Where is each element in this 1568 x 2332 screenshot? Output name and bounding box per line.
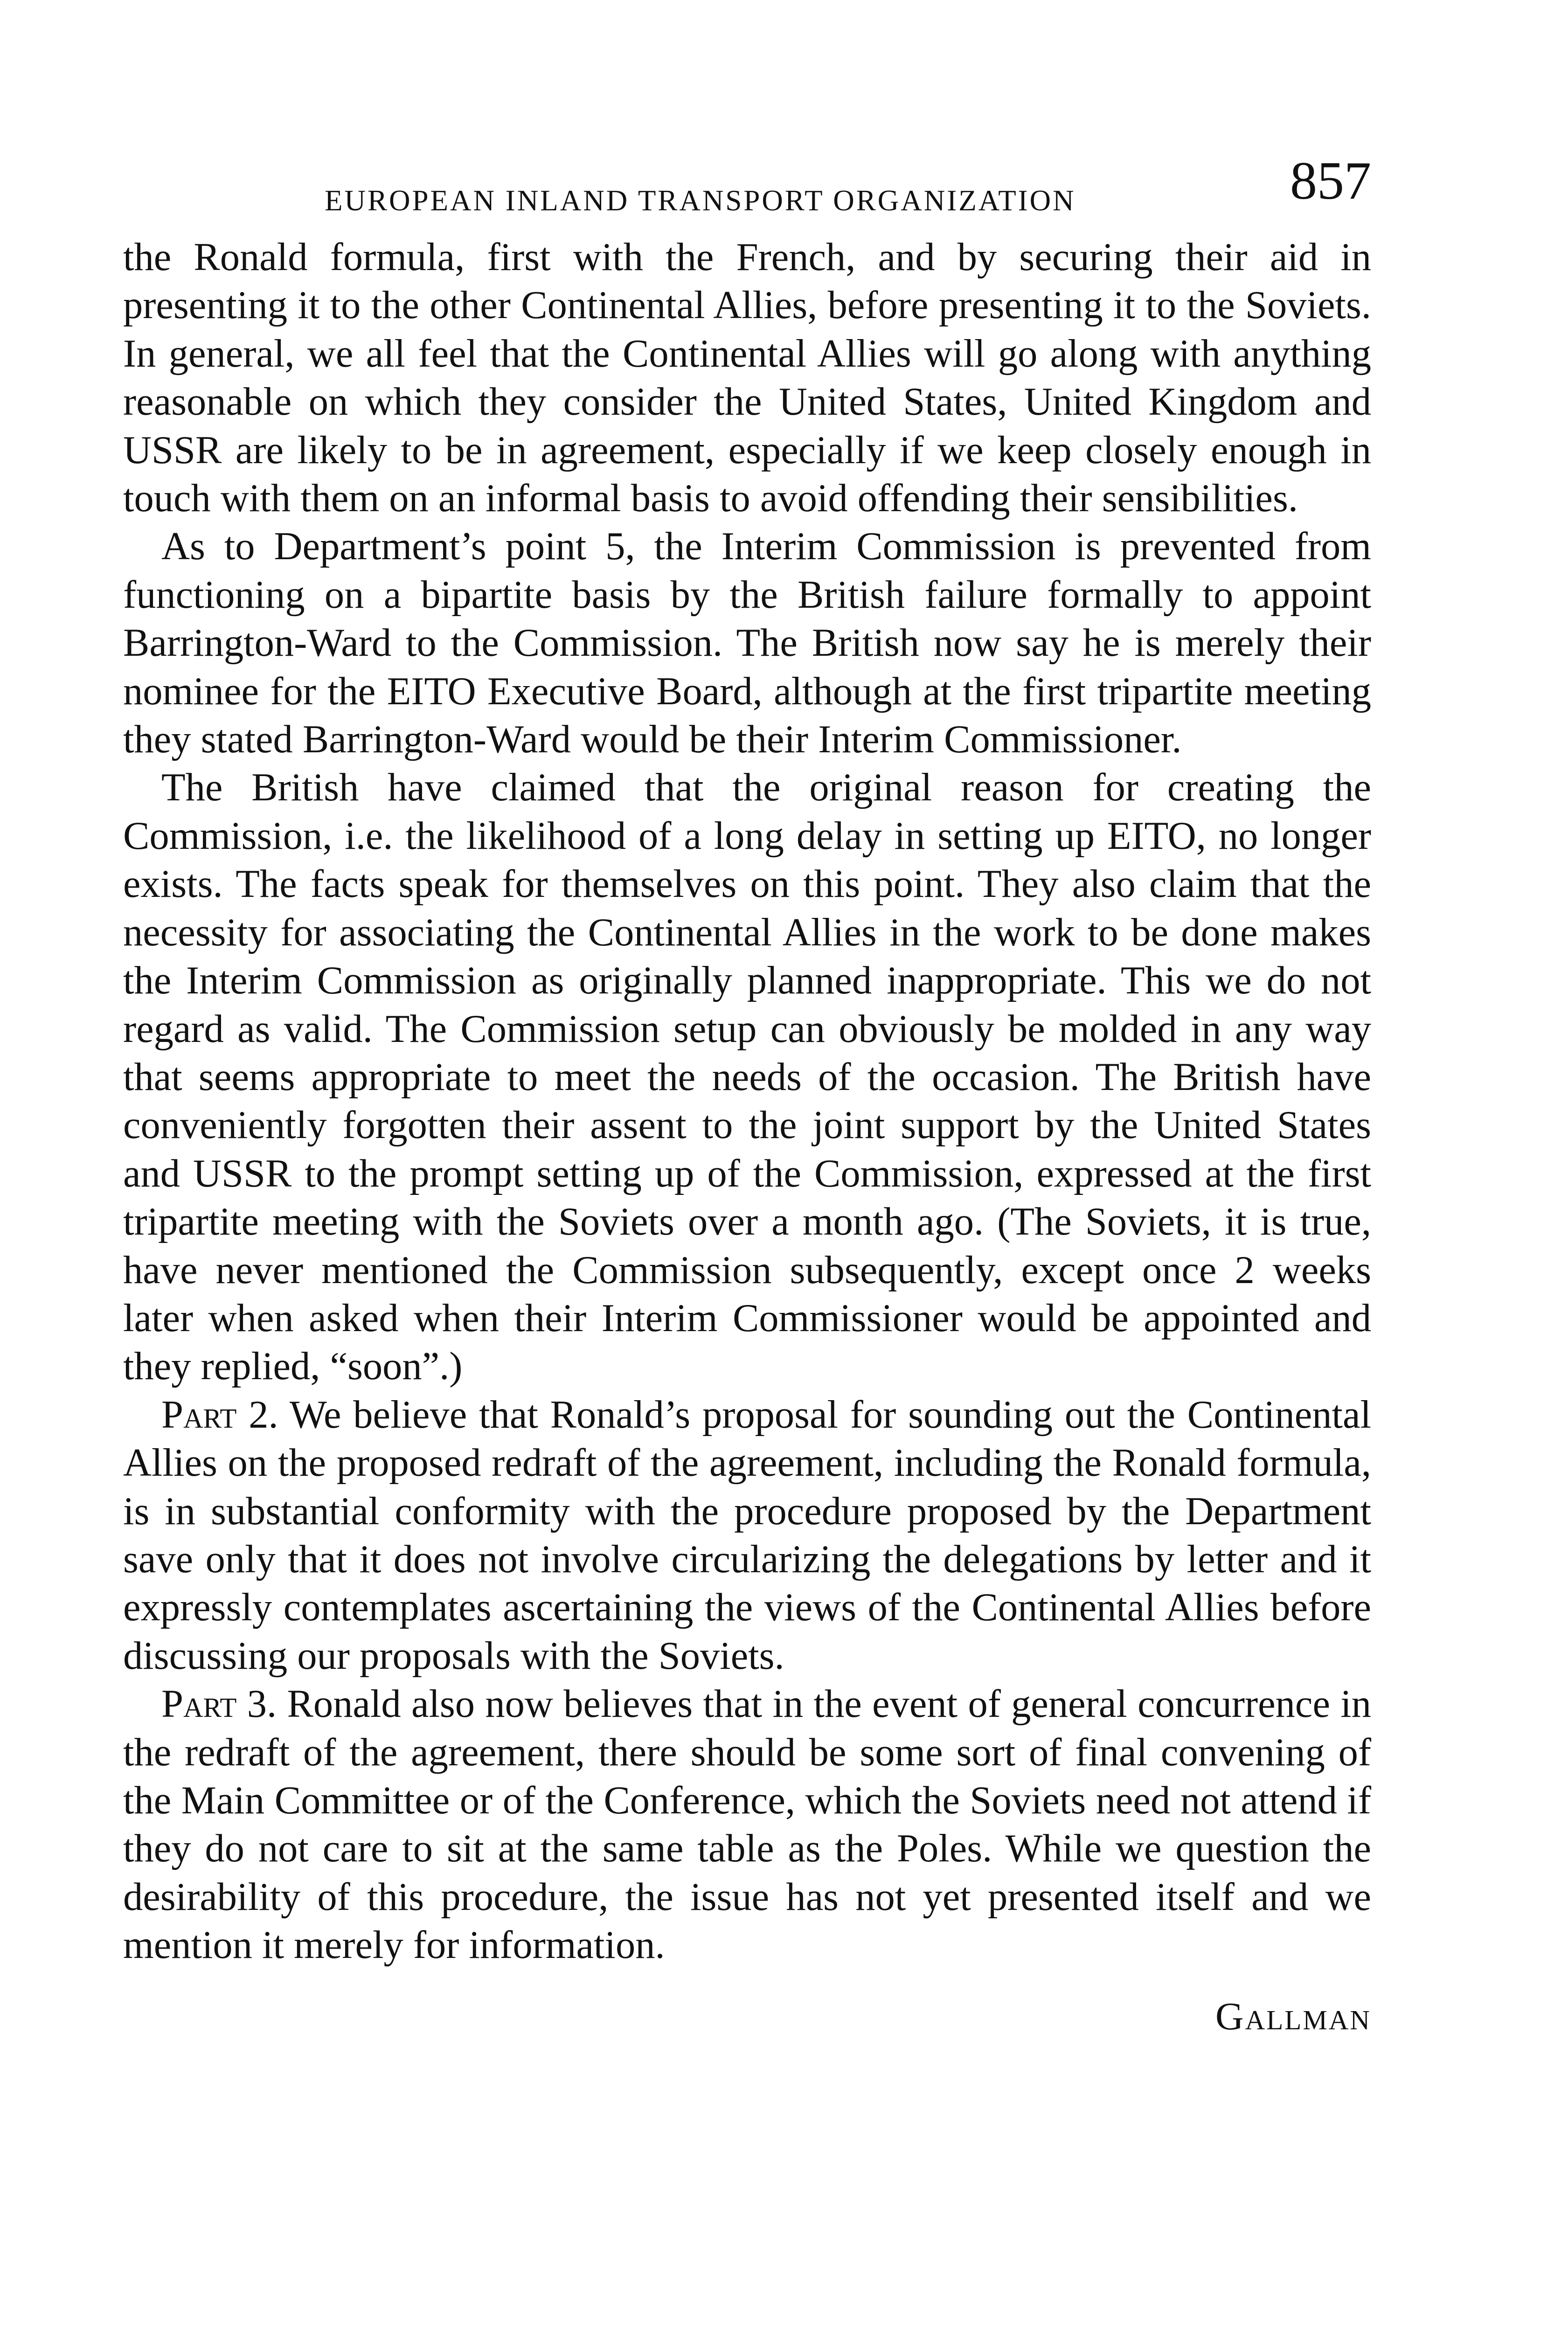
part-3-label: Part 3.	[161, 1682, 277, 1726]
paragraph-1: the Ronald formula, first with the French, and by securing their aid in presenting it to the other Continental Allies, before presenting it to the Soviets. In general, we all feel that the Continental Allies will go along with anything reasonable on which they consider the United States, United Kingdom and USSR are likely to be in agreement, especially if we keep closely enough in touch with them on an informal basis to avoid offending their sensibilities.	[123, 236, 1371, 521]
running-head	[123, 151, 1371, 233]
document-page	[123, 151, 1372, 2039]
body-text	[123, 233, 1371, 1970]
paragraph-5	[123, 1680, 1371, 1969]
signature: Gallman	[1215, 1994, 1371, 2038]
paragraph-2: As to Department’s point 5, the Interim Commission is prevented from functioning on a bipartite basis by the British failure formally to appoint Barrington-Ward to the Commission. The British now say he is merely their nominee for the EITO Executive Board, although at the first tripartite meeting they stated Barrington-Ward would be their Interim Commissioner.	[123, 525, 1371, 762]
part-2-label: Part 2.	[161, 1393, 278, 1437]
paragraph-4-text: We believe that Ronald’s proposal for sounding out the Continental Allies on the proposed redraft of the agreement, including the Ronald formula, is in substantial conformity with the procedure proposed by the Department save only that it does not involve circularizing the delegations by letter and it expressly contemplates ascertaining the views of the Continental Allies before discussing our proposals with the Soviets.	[123, 1393, 1371, 1678]
paragraph-3: The British have claimed that the original reason for creating the Commission, i.e. the likelihood of a long delay in setting up EITO, no longer exists. The facts speak for themselves on this point. They also claim that the necessity for associating the Continental Allies in the work to be done makes the Interim Commission as originally planned inappropriate. This we do not regard as valid. The Commission setup can obviously be molded in any way that seems appropriate to meet the needs of the occasion. The British have conveniently forgotten their assent to the joint support by the United States and USSR to the prompt setting up of the Commission, expressed at the first tripartite meeting with the Soviets over a month ago. (The Soviets, it is true, have never mentioned the Commission subsequently, except once 2 weeks later when asked when their Interim Commissioner would be appointed and they replied, “soon”.)	[123, 766, 1371, 1388]
page-number: 857	[1290, 151, 1371, 211]
paragraph-5-text: Ronald also now believes that in the event of general concurrence in the redraft of the agreement, there should be some sort of final convening of the Main Committee or of the Conference, which the Soviets need not attend if they do not care to sit at the same table as the Poles. While we question the desirability of this procedure, the issue has not yet presented itself and we mention it merely for information.	[123, 1682, 1372, 1967]
paragraph-4	[123, 1391, 1371, 1680]
running-title: EUROPEAN INLAND TRANSPORT ORGANIZATION	[325, 184, 1076, 217]
